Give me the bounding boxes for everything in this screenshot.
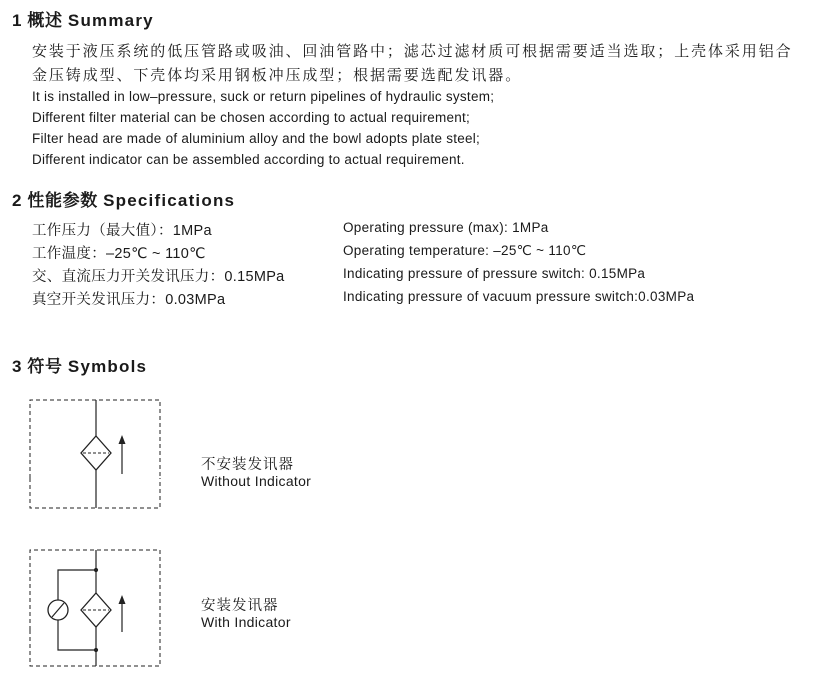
symbols-heading: [12, 352, 147, 377]
summary-en-line-4: Different indicator can be assembled according to actual requirement.: [32, 152, 465, 167]
summary-title-zh: 概述: [27, 11, 63, 30]
spec-row-3-en: Indicating pressure of pressure switch: 0.15MPa: [343, 266, 646, 281]
flow-arrow-icon: [119, 435, 126, 444]
symbol-frame-bottom: [30, 478, 160, 508]
spec-row-1-en: Operating pressure (max): 1MPa: [343, 220, 549, 235]
symbol-2-label-en: With Indicator: [201, 614, 291, 630]
symbol-1-label-zh: 不安装发讯器: [201, 457, 294, 473]
summary-en-line-1: It is installed in low–pressure, suck or return pipelines of hydraulic system;: [32, 89, 495, 104]
filter-symbol-without-indicator: [0, 390, 170, 520]
junction-dot: [94, 648, 97, 651]
spec-row-2-en: Operating temperature: –25℃ ~ 110℃: [343, 243, 587, 258]
symbols-title-en: Symbols: [67, 357, 148, 376]
spec-row-4-en: Indicating pressure of vacuum pressure switch:0.03MPa: [343, 289, 695, 304]
summary-en-line-3: Filter head are made of aluminium alloy and the bowl adopts plate steel;: [32, 131, 480, 146]
specs-heading: [12, 186, 235, 211]
summary-zh-line-1: 安装于液压系统的低压管路或吸油、回油管路中；滤芯过滤材质可根据需要适当选取；上壳体采用铝合: [32, 43, 793, 60]
symbols-title-zh: 符号: [27, 357, 63, 376]
spec-row-2-zh: 工作温度：–25℃ ~ 110℃: [32, 246, 206, 262]
summary-title-en: Summary: [67, 11, 154, 30]
spec-row-3-zh: 交、直流压力开关发讯压力：0.15MPa: [32, 269, 285, 285]
spec-row-1-zh: 工作压力（最大值）：1MPa: [32, 223, 212, 239]
spec-row-4-zh: 真空开关发讯压力：0.03MPa: [32, 292, 226, 308]
summary-number: 1: [12, 11, 23, 30]
symbol-2-label-zh: 安装发讯器: [201, 598, 279, 614]
specs-title-zh: 性能参数: [27, 191, 98, 210]
junction-dot: [94, 568, 97, 571]
symbols-number: 3: [12, 357, 23, 376]
filter-symbol-with-indicator: [0, 540, 170, 675]
symbol-1-label-en: Without Indicator: [201, 473, 312, 489]
specs-number: 2: [12, 191, 23, 210]
summary-en-line-2: Different filter material can be chosen according to actual requirement;: [32, 110, 470, 125]
summary-heading: [12, 6, 154, 31]
symbol-frame-bottom: [30, 630, 160, 666]
flow-arrow-icon: [119, 595, 126, 604]
specs-title-en: Specifications: [103, 191, 236, 210]
summary-zh-line-2: 金压铸成型、下壳体均采用钢板冲压成型；根据需要选配发讯器。: [32, 67, 523, 84]
